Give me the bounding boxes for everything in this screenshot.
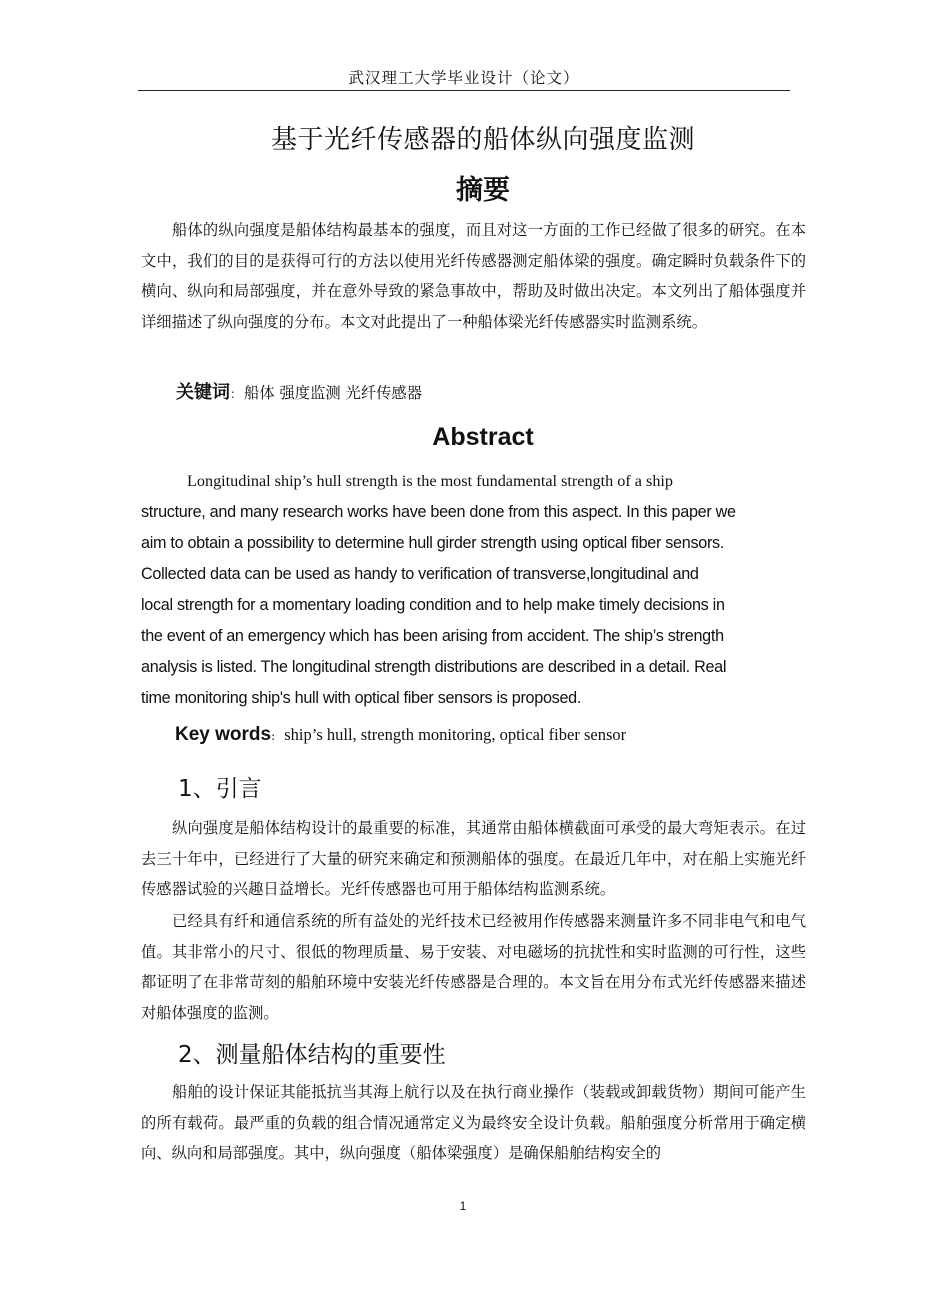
section-2-heading: 2、测量船体结构的重要性: [178, 1042, 446, 1068]
keywords-en-value: ship’s hull, strength monitoring, optical fiber sensor: [284, 725, 627, 744]
keywords-en-label: Key words: [175, 724, 272, 745]
keywords-en-colon: :: [271, 729, 276, 743]
abstract-en-heading: Abstract: [432, 423, 534, 451]
keywords-en: [175, 724, 626, 746]
abstract-zh-body: 船体的纵向强度是船体结构最基本的强度，而且对这一方面的工作已经做了很多的研究。在本文中，我们的目的是获得可行的方法以使用光纤传感器测定船体梁的强度。确定瞬时负载条件下的横向、纵向和局部强度，并在意外导致的紧急事故中，帮助及时做出决定。本文列出了船体强度并详细描述了纵向强度的分布。本文对此提出了一种船体梁光纤传感器实时监测系统。: [141, 221, 806, 331]
abstract-en-line: time monitoring ship's hull with optical fiber sensors is proposed.: [141, 689, 582, 707]
keywords-zh: [176, 378, 422, 404]
abstract-en-line: aim to obtain a possibility to determine hull girder strength using optical fiber sensors.: [141, 534, 725, 552]
abstract-en-body: [141, 466, 791, 714]
abstract-en-line: Longitudinal ship’s hull strength is the most fundamental strength of a ship: [187, 472, 674, 490]
abstract-en-line: Collected data can be used as handy to verification of transverse,longitudinal and: [141, 565, 699, 583]
section-1-heading: 1、引言: [178, 776, 262, 802]
section-1-paragraph: 纵向强度是船体结构设计的最重要的标准，其通常由船体横截面可承受的最大弯矩表示。在过去三十年中，已经进行了大量的研究来确定和预测船体的强度。在最近几年中，对在船上实施光纤传感器试验的兴趣日益增长。光纤传感器也可用于船体结构监测系统。: [141, 819, 806, 898]
abstract-en-line: the event of an emergency which has been arising from accident. The ship’s strength: [141, 627, 724, 645]
keywords-zh-value: 船体 强度监测 光纤传感器: [244, 384, 423, 402]
section-2-paragraph: 船舶的设计保证其能抵抗当其海上航行以及在执行商业操作（装载或卸载货物）期间可能产生的所有载荷。最严重的负载的组合情况通常定义为最终安全设计负载。船舶强度分析常用于确定横向、纵向和局部强度。其中，纵向强度（船体梁强度）是确保船舶结构安全的: [141, 1083, 806, 1162]
running-header: 武汉理工大学毕业设计（论文）: [348, 69, 580, 87]
section-1-paragraph: 已经具有纤和通信系统的所有益处的光纤技术已经被用作传感器来测量许多不同非电气和电气值。其非常小的尺寸、很低的物理质量、易于安装、对电磁场的抗扰性和实时监测的可行性，这些都证明了在非常苛刻的船舶环境中安装光纤传感器是合理的。本文旨在用分布式光纤传感器来描述对船体强度的监测。: [141, 912, 806, 1022]
page-number: 1: [459, 1199, 467, 1213]
header-divider: [138, 90, 790, 91]
abstract-zh-heading: 摘要: [456, 175, 510, 206]
abstract-en-line: structure, and many research works have been done from this aspect. In this paper we: [141, 503, 736, 521]
abstract-en-line: local strength for a momentary loading condition and to help make timely decisions in: [141, 596, 725, 614]
document-title: 基于光纤传感器的船体纵向强度监测: [270, 125, 695, 155]
keywords-zh-label: 关键词: [176, 382, 230, 403]
keywords-zh-colon: ：: [230, 387, 243, 401]
abstract-en-line: analysis is listed. The longitudinal strength distributions are described in a detail. Real: [141, 658, 727, 676]
